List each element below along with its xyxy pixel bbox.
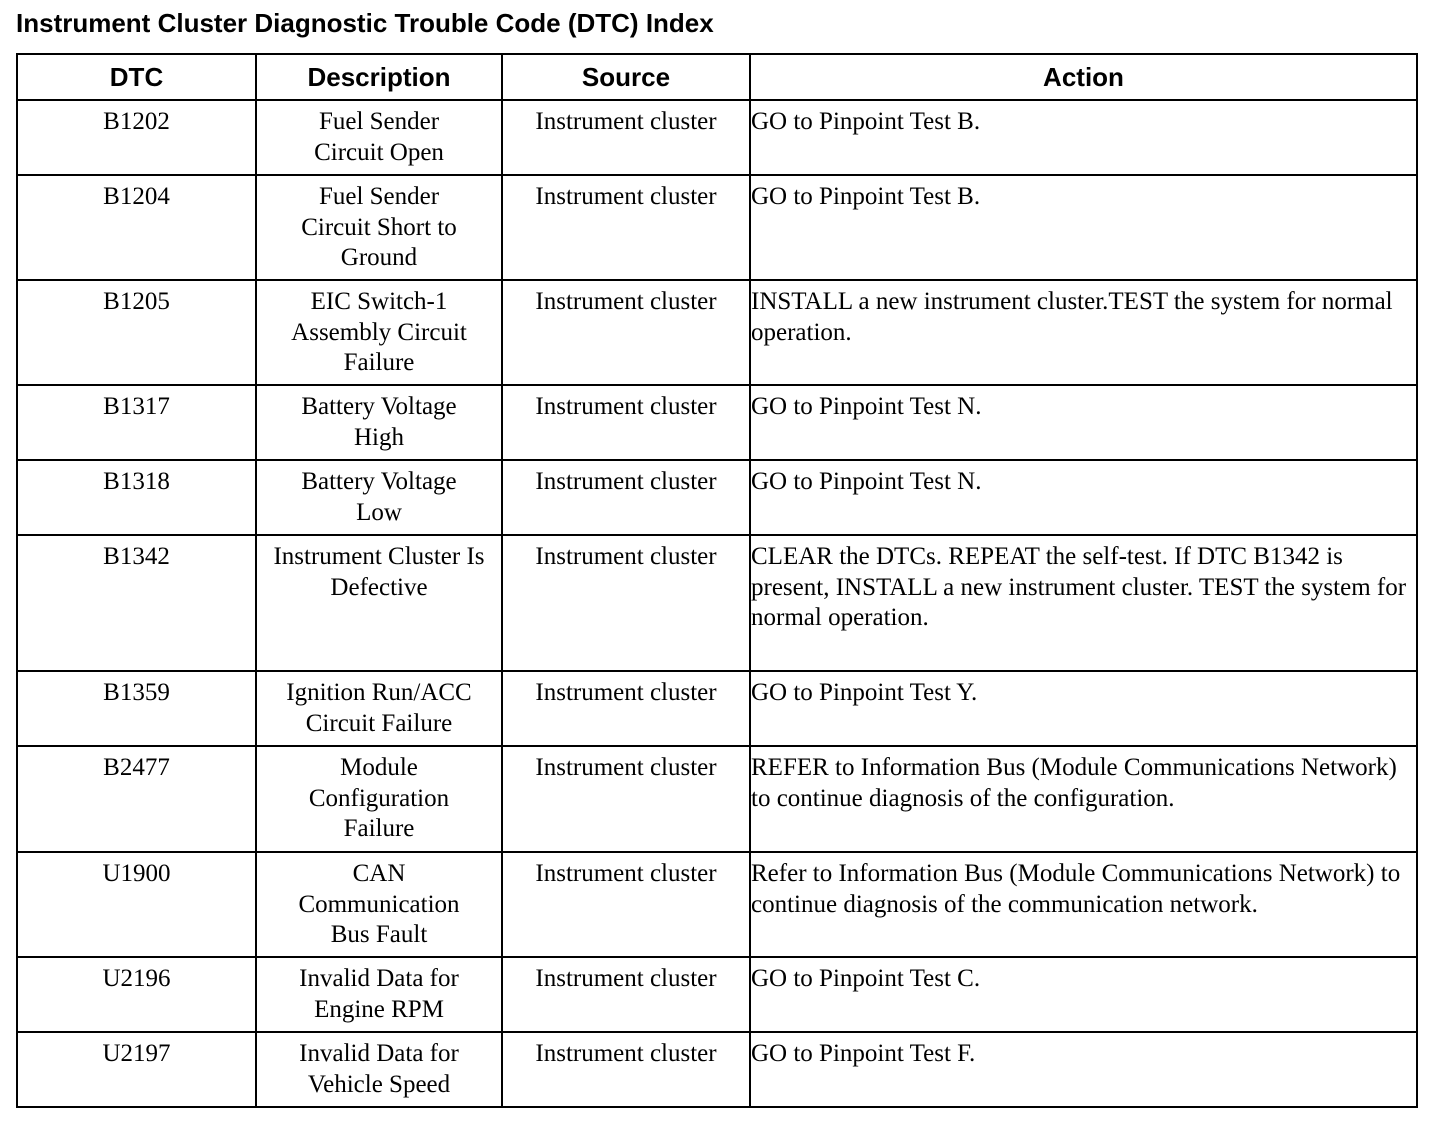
description-cell: Invalid Data for Vehicle Speed — [256, 1032, 502, 1107]
dtc-code-cell: B1205 — [17, 280, 256, 385]
table-row — [17, 852, 1417, 957]
table-row — [17, 1032, 1417, 1107]
description-cell: Invalid Data for Engine RPM — [256, 957, 502, 1032]
header-description: Description — [256, 54, 502, 100]
dtc-index-table — [16, 53, 1418, 1108]
table-row — [17, 671, 1417, 746]
source-cell: Instrument cluster — [502, 852, 750, 957]
dtc-code-cell: B1204 — [17, 175, 256, 280]
source-cell: Instrument cluster — [502, 100, 750, 175]
dtc-code-cell: B1342 — [17, 535, 256, 671]
table-row — [17, 280, 1417, 385]
table-row — [17, 535, 1417, 671]
source-cell: Instrument cluster — [502, 175, 750, 280]
description-cell: Battery Voltage High — [256, 385, 502, 460]
dtc-code-cell: U2196 — [17, 957, 256, 1032]
table-row — [17, 100, 1417, 175]
action-cell: GO to Pinpoint Test Y. — [750, 671, 1417, 746]
dtc-code-cell: U2197 — [17, 1032, 256, 1107]
page-title: Instrument Cluster Diagnostic Trouble Code (DTC) Index — [16, 8, 714, 38]
source-cell: Instrument cluster — [502, 535, 750, 671]
description-cell: Fuel Sender Circuit Short to Ground — [256, 175, 502, 280]
dtc-code-cell: B2477 — [17, 746, 256, 852]
header-source: Source — [502, 54, 750, 100]
dtc-code-cell: B1317 — [17, 385, 256, 460]
dtc-code-cell: B1202 — [17, 100, 256, 175]
dtc-code-cell: B1359 — [17, 671, 256, 746]
description-cell: Module Configuration Failure — [256, 746, 502, 852]
description-cell: Ignition Run/ACC Circuit Failure — [256, 671, 502, 746]
action-cell: GO to Pinpoint Test B. — [750, 100, 1417, 175]
action-cell: INSTALL a new instrument cluster.TEST the system for normal operation. — [750, 280, 1417, 385]
action-cell: GO to Pinpoint Test N. — [750, 460, 1417, 535]
dtc-code-cell: B1318 — [17, 460, 256, 535]
description-cell: Fuel Sender Circuit Open — [256, 100, 502, 175]
action-cell: CLEAR the DTCs. REPEAT the self-test. If DTC B1342 is present, INSTALL a new instrument cluster. TEST the system for normal operation. — [750, 535, 1417, 671]
table-header-row — [17, 54, 1417, 100]
action-cell: GO to Pinpoint Test F. — [750, 1032, 1417, 1107]
action-cell: GO to Pinpoint Test N. — [750, 385, 1417, 460]
header-dtc: DTC — [17, 54, 256, 100]
description-cell: CAN Communication Bus Fault — [256, 852, 502, 957]
action-cell: GO to Pinpoint Test C. — [750, 957, 1417, 1032]
action-cell: GO to Pinpoint Test B. — [750, 175, 1417, 280]
description-cell: Battery Voltage Low — [256, 460, 502, 535]
table-row — [17, 175, 1417, 280]
action-cell: Refer to Information Bus (Module Communications Network) to continue diagnosis of the communication network. — [750, 852, 1417, 957]
source-cell: Instrument cluster — [502, 460, 750, 535]
description-cell: EIC Switch-1 Assembly Circuit Failure — [256, 280, 502, 385]
source-cell: Instrument cluster — [502, 1032, 750, 1107]
table-row — [17, 746, 1417, 852]
table-row — [17, 957, 1417, 1032]
source-cell: Instrument cluster — [502, 746, 750, 852]
action-cell: REFER to Information Bus (Module Communications Network) to continue diagnosis of the configuration. — [750, 746, 1417, 852]
description-cell: Instrument Cluster Is Defective — [256, 535, 502, 671]
table-row — [17, 460, 1417, 535]
source-cell: Instrument cluster — [502, 280, 750, 385]
source-cell: Instrument cluster — [502, 957, 750, 1032]
table-row — [17, 385, 1417, 460]
dtc-code-cell: U1900 — [17, 852, 256, 957]
source-cell: Instrument cluster — [502, 671, 750, 746]
header-action: Action — [750, 54, 1417, 100]
source-cell: Instrument cluster — [502, 385, 750, 460]
